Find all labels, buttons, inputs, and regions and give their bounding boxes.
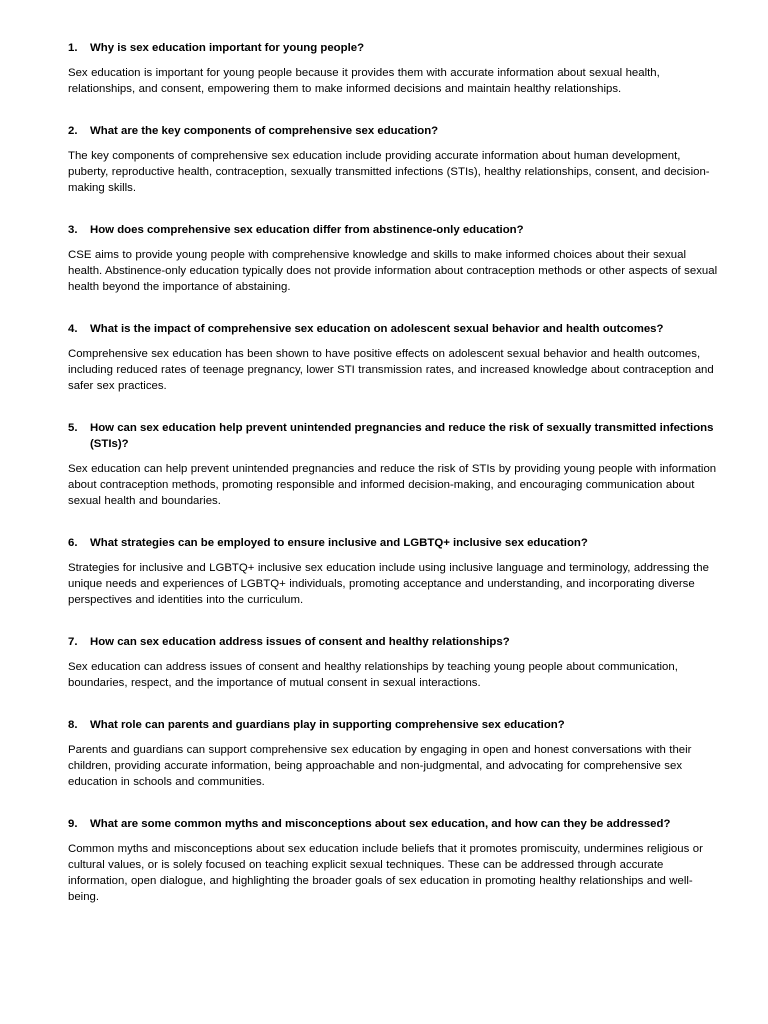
- answer-7: Sex education can address issues of consent and healthy relationships by teaching young people about communication, boundaries, respect, and the importance of mutual consent in sexual interactions.: [68, 661, 678, 689]
- qa-item-5: [68, 420, 722, 509]
- question-number: 9.: [68, 818, 78, 830]
- question-number: 4.: [68, 323, 78, 335]
- question-text: How can sex education help prevent unintended pregnancies and reduce the risk of sexually transmitted infections (STIs)?: [90, 422, 714, 450]
- question-number: 5.: [68, 422, 78, 434]
- question-number: 7.: [68, 636, 78, 648]
- question-text: How can sex education address issues of consent and healthy relationships?: [90, 636, 510, 648]
- question-text: What are some common myths and misconceptions about sex education, and how can they be addressed?: [90, 818, 671, 830]
- answer-1: Sex education is important for young people because it provides them with accurate information about sexual health, relationships, and consent, empowering them to make informed decisions and maintain healthy relationships.: [68, 67, 660, 95]
- question-1: [68, 40, 722, 56]
- question-number: 2.: [68, 125, 78, 137]
- qa-item-1: [68, 40, 722, 97]
- answer-8: Parents and guardians can support comprehensive sex education by engaging in open and honest conversations with their children, providing accurate information, being approachable and non-judgmental, and advocating for comprehensive sex education in schools and communities.: [68, 744, 692, 788]
- question-text: Why is sex education important for young people?: [90, 42, 365, 54]
- question-number: 1.: [68, 42, 78, 54]
- answer-2: The key components of comprehensive sex education include providing accurate information about human development, puberty, reproductive health, contraception, sexually transmitted infections (STIs), healthy relationships, consent, and decision-making skills.: [68, 150, 710, 194]
- question-text: What strategies can be employed to ensure inclusive and LGBTQ+ inclusive sex education?: [90, 537, 588, 549]
- question-number: 3.: [68, 224, 78, 236]
- question-9: [68, 816, 722, 832]
- answer-4: Comprehensive sex education has been shown to have positive effects on adolescent sexual behavior and health outcomes, including reduced rates of teenage pregnancy, lower STI transmission rates, and increased knowledge about contraception and safer sex practices.: [68, 348, 714, 392]
- question-number: 8.: [68, 719, 78, 731]
- qa-item-6: [68, 535, 722, 608]
- qa-item-3: [68, 222, 722, 295]
- question-text: What role can parents and guardians play in supporting comprehensive sex education?: [90, 719, 565, 731]
- answer-5: Sex education can help prevent unintended pregnancies and reduce the risk of STIs by providing young people with information about contraception methods, promoting responsible and informed decision-making, and encouraging communication about sexual health and boundaries.: [68, 463, 717, 507]
- question-4: [68, 321, 722, 337]
- question-8: [68, 717, 722, 733]
- qa-item-8: [68, 717, 722, 790]
- question-6: [68, 535, 722, 551]
- answer-3: CSE aims to provide young people with comprehensive knowledge and skills to make informed choices about their sexual health. Abstinence-only education typically does not provide information about contraception methods or other aspects of sexual health beyond the importance of abstaining.: [68, 249, 718, 293]
- question-text: What is the impact of comprehensive sex education on adolescent sexual behavior and health outcomes?: [90, 323, 664, 335]
- question-5: [68, 420, 722, 452]
- question-number: 6.: [68, 537, 78, 549]
- qa-item-4: [68, 321, 722, 394]
- qa-item-2: [68, 123, 722, 196]
- answer-9: Common myths and misconceptions about sex education include beliefs that it promotes promiscuity, undermines religious or cultural values, or is solely focused on teaching explicit sexual techniques. These can be addressed through accurate information, open dialogue, and highlighting the broader goals of sex education in promoting healthy relationships and well-being.: [68, 843, 703, 903]
- question-text: What are the key components of comprehensive sex education?: [90, 125, 439, 137]
- answer-6: Strategies for inclusive and LGBTQ+ inclusive sex education include using inclusive language and terminology, addressing the unique needs and experiences of LGBTQ+ individuals, promoting acceptance and understanding, and incorporating diverse perspectives and identities into the curriculum.: [68, 562, 709, 606]
- question-2: [68, 123, 722, 139]
- qa-item-9: [68, 816, 722, 905]
- question-7: [68, 634, 722, 650]
- question-text: How does comprehensive sex education differ from abstinence-only education?: [90, 224, 524, 236]
- question-3: [68, 222, 722, 238]
- qa-item-7: [68, 634, 722, 691]
